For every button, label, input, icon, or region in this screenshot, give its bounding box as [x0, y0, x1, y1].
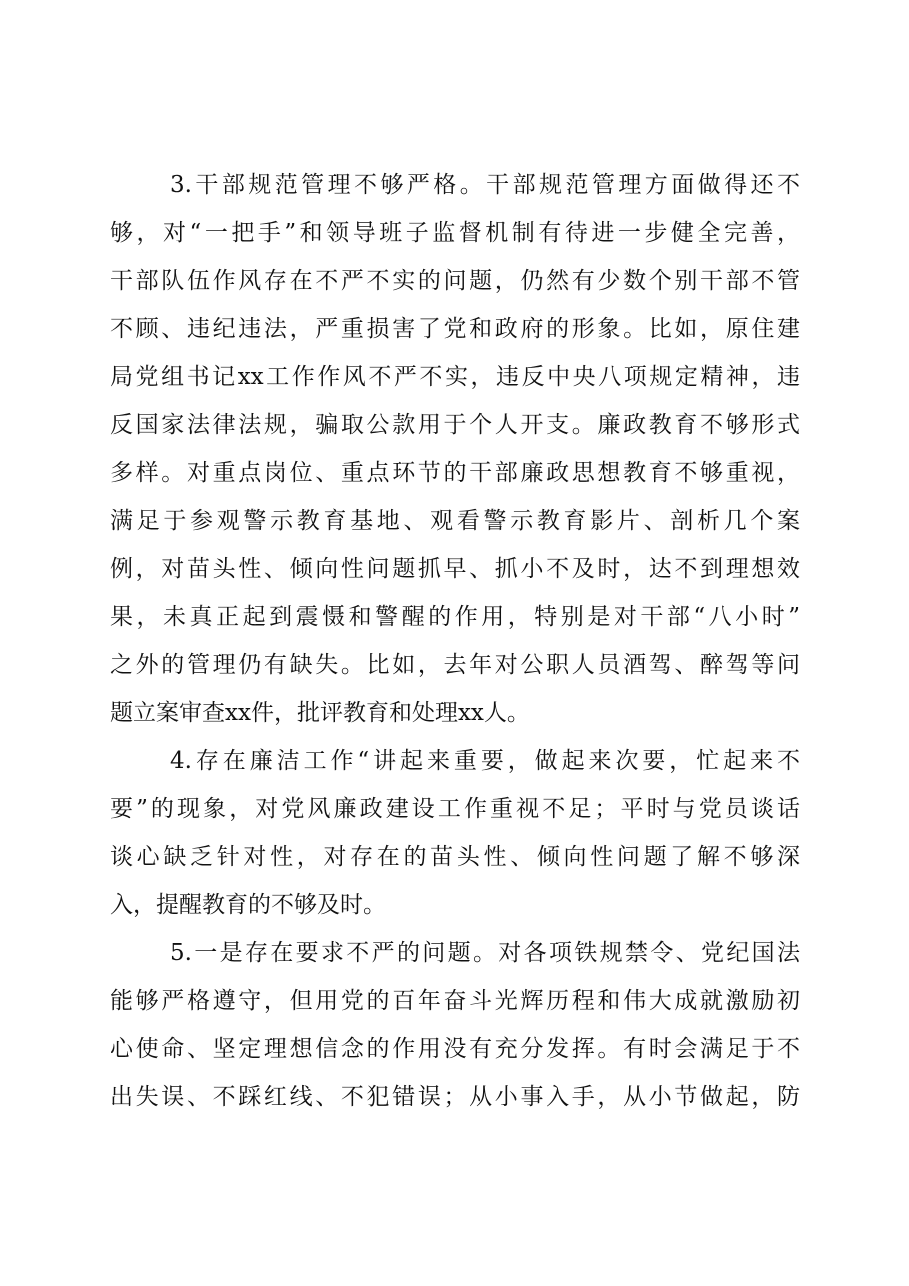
- paragraph-3-line-5: 局党组书记xx工作作风不严不实，违反中央八项规定精神，违: [110, 364, 800, 390]
- paragraph-3-line-1: 3.干部规范管理不够严格。干部规范管理方面做得还不: [170, 172, 800, 198]
- paragraph-3-line-11: 之外的管理仍有缺失。比如，去年对公职人员酒驾、醉驾等问: [110, 652, 800, 678]
- paragraph-3-line-2: 够，对“一把手”和领导班子监督机制有待进一步健全完善，: [110, 220, 800, 246]
- paragraph-5-line-3: 心使命、坚定理想信念的作用没有充分发挥。有时会满足于不: [110, 1036, 800, 1062]
- paragraph-3-line-6: 反国家法律法规，骗取公款用于个人开支。廉政教育不够形式: [110, 412, 800, 438]
- paragraph-3-line-9: 例，对苗头性、倾向性问题抓早、抓小不及时，达不到理想效: [110, 556, 800, 582]
- paragraph-3-line-10: 果，未真正起到震慑和警醒的作用，特别是对干部“八小时”: [110, 604, 800, 630]
- paragraph-5-line-4: 出失误、不踩红线、不犯错误；从小事入手，从小节做起，防: [110, 1084, 800, 1110]
- paragraph-3-line-8: 满足于参观警示教育基地、观看警示教育影片、剖析几个案: [110, 508, 800, 534]
- paragraph-3-line-12: 题立案审查xx件，批评教育和处理xx人。: [110, 700, 530, 726]
- paragraph-3-line-3: 干部队伍作风存在不严不实的问题，仍然有少数个别干部不管: [110, 268, 800, 294]
- paragraph-5-line-1: 5.一是存在要求不严的问题。对各项铁规禁令、党纪国法: [170, 940, 800, 966]
- paragraph-3-line-7: 多样。对重点岗位、重点环节的干部廉政思想教育不够重视，: [110, 460, 800, 486]
- paragraph-4-line-3: 谈心缺乏针对性，对存在的苗头性、倾向性问题了解不够深: [110, 844, 800, 870]
- paragraph-4-line-1: 4.存在廉洁工作“讲起来重要，做起来次要，忙起来不: [170, 748, 800, 774]
- paragraph-4-line-2: 要”的现象，对党风廉政建设工作重视不足；平时与党员谈话: [110, 796, 800, 822]
- paragraph-3-line-4: 不顾、违纪违法，严重损害了党和政府的形象。比如，原住建: [110, 316, 800, 342]
- paragraph-4-line-4: 入，提醒教育的不够及时。: [110, 892, 386, 918]
- paragraph-5-line-2: 能够严格遵守，但用党的百年奋斗光辉历程和伟大成就激励初: [110, 988, 800, 1014]
